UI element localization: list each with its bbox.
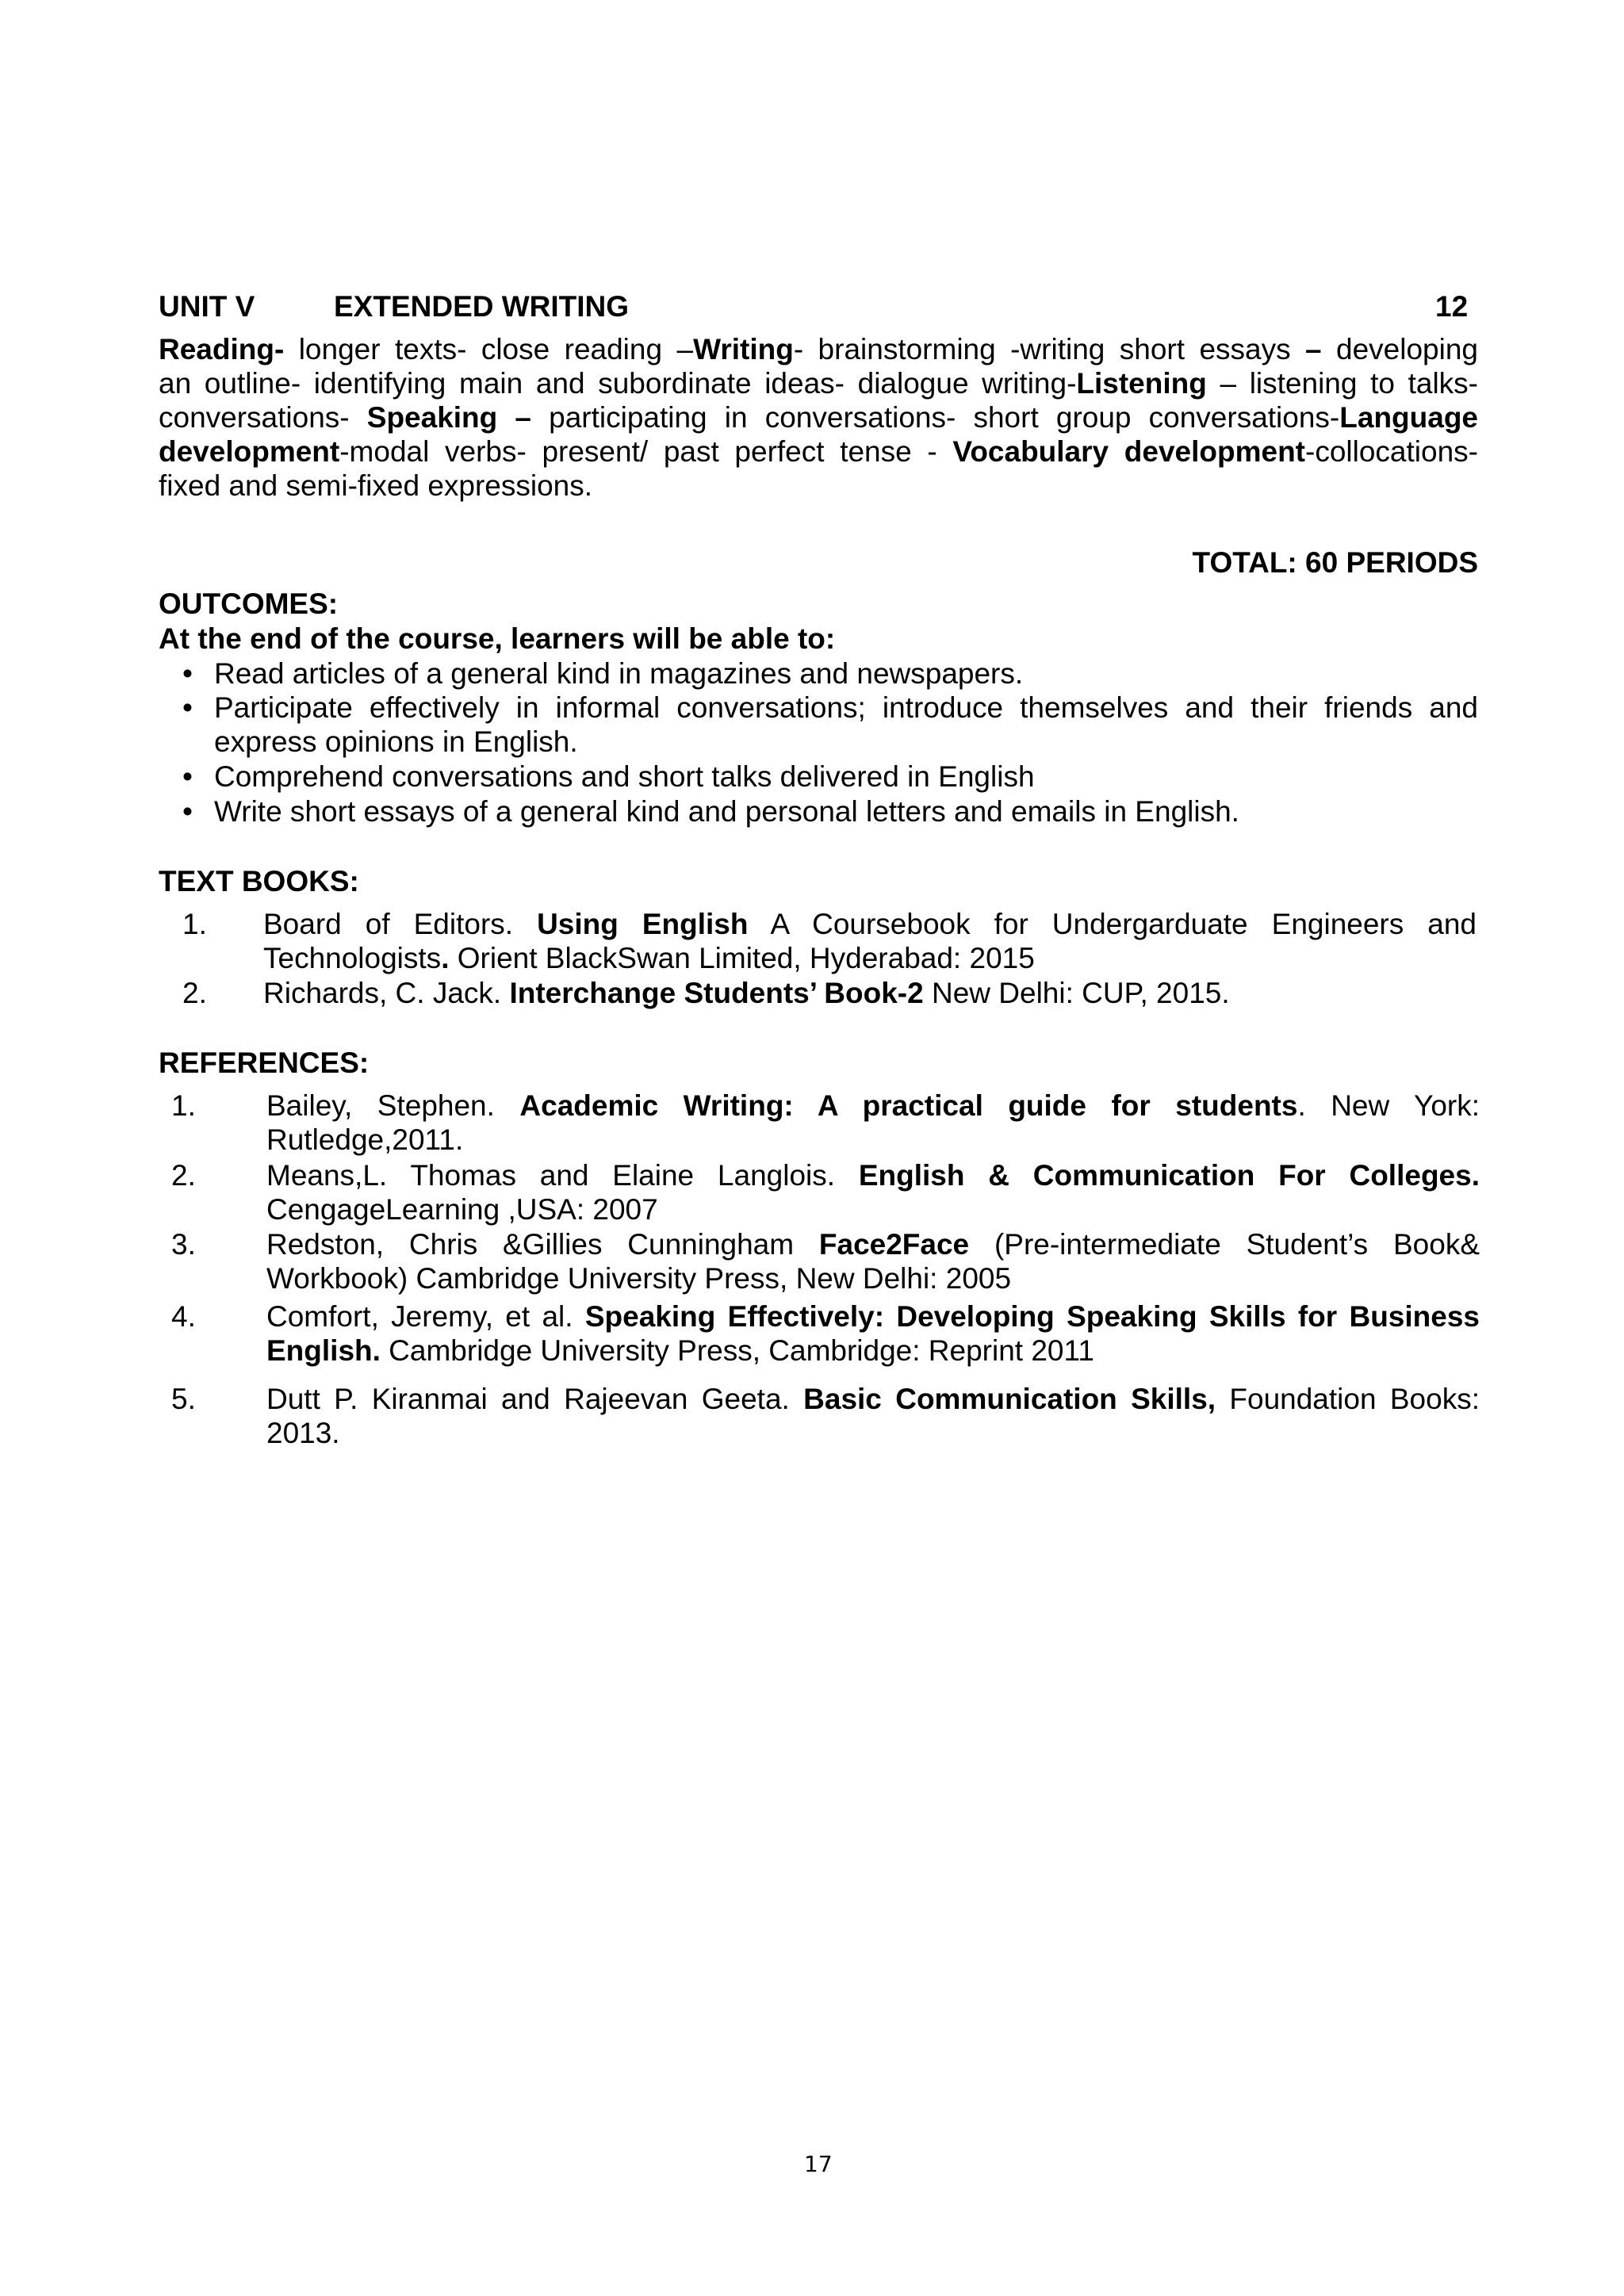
- text-run: New Delhi: CUP, 2015.: [923, 977, 1230, 1009]
- bold-text-run: Interchange Students’ Book-2: [509, 977, 924, 1009]
- unit-description: [159, 332, 1478, 503]
- bold-text-run: Reading-: [159, 333, 285, 365]
- text-line: [159, 366, 1478, 400]
- text-run: -modal verbs- present/ past perfect tense -: [339, 435, 953, 468]
- reference-text: [266, 1158, 1480, 1226]
- text-line: [266, 1123, 1480, 1157]
- list-number: 3.: [171, 1228, 196, 1261]
- text-run: CengageLearning ,USA: 2007: [266, 1193, 658, 1226]
- text-run: . New York:: [1297, 1089, 1480, 1122]
- bold-text-run: Academic Writing: A practical guide for students: [519, 1089, 1298, 1122]
- textbooks-heading: TEXT BOOKS:: [159, 865, 359, 897]
- bold-text-run: –: [1305, 333, 1322, 365]
- reference-text: [266, 1299, 1480, 1368]
- list-number: 2.: [182, 977, 207, 1009]
- bold-text-run: Using English: [537, 908, 749, 940]
- bold-text-run: Face2Face: [818, 1228, 970, 1261]
- list-number: 2.: [171, 1159, 196, 1192]
- text-line: [266, 1158, 1480, 1192]
- text-run: Orient BlackSwan Limited, Hyderabad: 2015: [449, 942, 1035, 974]
- bullet-icon: •: [182, 657, 193, 690]
- text-line: [159, 332, 1478, 366]
- text-run: - brainstorming -writing short essays: [793, 333, 1306, 365]
- bold-text-run: Speaking –: [366, 401, 531, 434]
- text-run: developing: [1321, 333, 1478, 365]
- bold-text-run: English.: [266, 1334, 381, 1367]
- unit-periods: 12: [1435, 290, 1469, 323]
- unit-label: UNIT V: [159, 290, 255, 323]
- text-run: participating in conversations- short group conversations-: [530, 401, 1340, 434]
- textbook-text: [263, 907, 1477, 975]
- outcome-text: Read articles of a general kind in magazines and newspapers.: [214, 657, 1024, 690]
- text-run: fixed and semi-fixed expressions.: [159, 469, 593, 502]
- text-line: [159, 469, 1478, 503]
- bold-text-run: Writing: [693, 333, 794, 365]
- bold-text-run: Language: [1339, 401, 1479, 434]
- bullet-icon: •: [182, 795, 193, 828]
- outcomes-heading: OUTCOMES:: [159, 587, 339, 620]
- text-run: Workbook) Cambridge University Press, New Delhi: 2005: [266, 1262, 1012, 1295]
- outcome-text: Comprehend conversations and short talks delivered in English: [214, 760, 1035, 793]
- text-line: [266, 1416, 1480, 1450]
- bold-text-run: English & Communication For Colleges.: [858, 1159, 1480, 1192]
- text-line: [266, 1382, 1480, 1416]
- text-line: [266, 1334, 1480, 1368]
- text-run: (Pre-intermediate Student’s Book&: [969, 1228, 1480, 1261]
- text-run: Rutledge,2011.: [266, 1123, 464, 1156]
- text-run: – listening to talks-: [1206, 367, 1478, 400]
- text-run: conversations-: [159, 401, 367, 434]
- text-line: [263, 976, 1477, 1010]
- text-run: Comfort, Jeremy, et al.: [266, 1300, 585, 1333]
- text-run: A Coursebook for Undergarduate Engineers and: [748, 908, 1477, 940]
- text-line: [266, 1089, 1480, 1123]
- text-line: [266, 1192, 1480, 1226]
- list-number: 5.: [171, 1383, 196, 1415]
- outcome-text: Participate effectively in informal conversations; introduce themselves and their friends and express opinions in English.: [214, 691, 1478, 758]
- text-run: an outline- identifying main and subordinate ideas- dialogue writing-: [159, 367, 1077, 400]
- text-line: [266, 1227, 1480, 1261]
- bullet-icon: •: [182, 760, 193, 793]
- text-run: Foundation Books:: [1216, 1383, 1480, 1415]
- text-line: [159, 434, 1478, 469]
- total-periods: TOTAL: 60 PERIODS: [1192, 546, 1478, 579]
- text-line: [263, 941, 1477, 975]
- references-heading: REFERENCES:: [159, 1047, 370, 1079]
- reference-text: [266, 1089, 1480, 1157]
- text-run: Bailey, Stephen.: [266, 1089, 520, 1122]
- text-run: Dutt P. Kiranmai and Rajeevan Geeta.: [266, 1383, 804, 1415]
- text-run: Cambridge University Press, Cambridge: Reprint 2011: [380, 1334, 1094, 1367]
- list-number: 1.: [171, 1089, 196, 1122]
- bold-text-run: Speaking Effectively: Developing Speaking Skills for Business: [584, 1300, 1480, 1333]
- text-run: Technologists: [263, 942, 442, 974]
- bold-text-run: Basic Communication Skills,: [803, 1383, 1216, 1415]
- text-line: [266, 1261, 1480, 1295]
- bold-text-run: development: [159, 435, 340, 468]
- bold-text-run: .: [441, 942, 450, 974]
- text-run: -collocations-: [1305, 435, 1478, 468]
- page-number: 17: [804, 2151, 833, 2177]
- text-line: [159, 400, 1478, 434]
- bold-text-run: Vocabulary development: [952, 435, 1306, 468]
- text-run: Richards, C. Jack.: [263, 977, 510, 1009]
- reference-text: [266, 1382, 1480, 1450]
- text-run: Board of Editors.: [263, 908, 538, 940]
- bold-text-run: Listening: [1076, 367, 1207, 400]
- textbook-text: [263, 976, 1477, 1010]
- text-run: Redston, Chris &Gillies Cunningham: [266, 1228, 819, 1261]
- outcomes-intro: At the end of the course, learners will be able to:: [159, 622, 836, 655]
- text-run: 2013.: [266, 1417, 340, 1449]
- list-number: 1.: [182, 908, 207, 940]
- text-line: [266, 1299, 1480, 1334]
- outcome-text: Write short essays of a general kind and personal letters and emails in English.: [214, 795, 1239, 828]
- reference-text: [266, 1227, 1480, 1295]
- list-number: 4.: [171, 1300, 196, 1333]
- bullet-icon: •: [182, 691, 193, 724]
- text-run: longer texts- close reading –: [284, 333, 694, 365]
- unit-title: EXTENDED WRITING: [334, 290, 630, 323]
- text-run: Means,L. Thomas and Elaine Langlois.: [266, 1159, 859, 1192]
- text-line: [263, 907, 1477, 941]
